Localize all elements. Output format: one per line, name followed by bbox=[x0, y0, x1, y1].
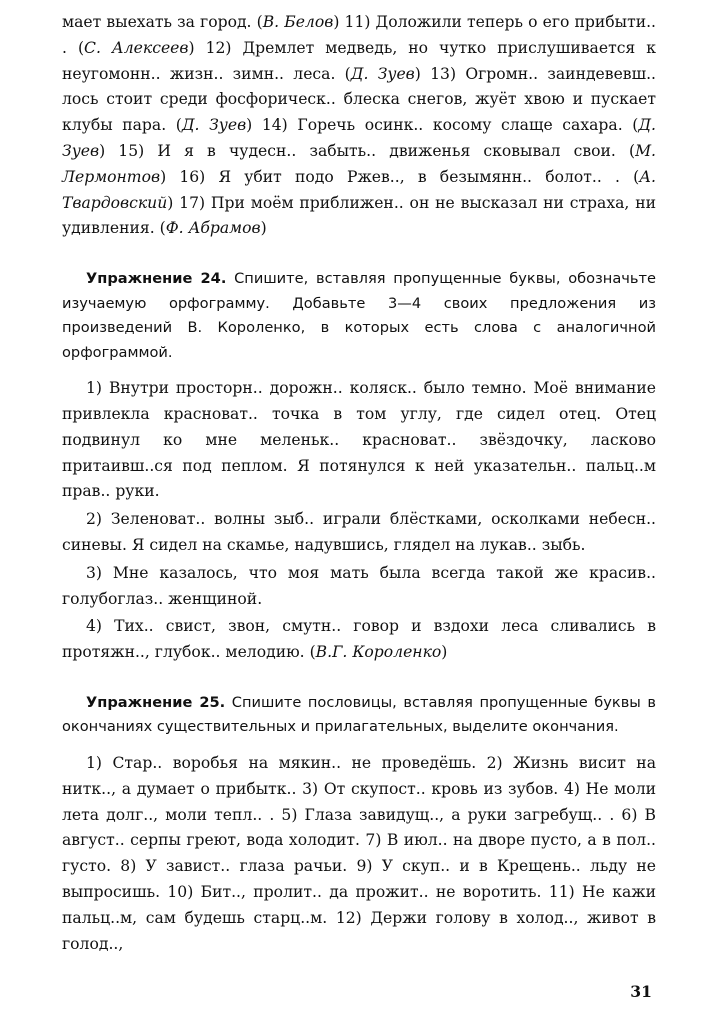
exercise-25-proverbs: 1) Стар.. воробья на мякин.. не проведёшь. 2) Жизнь висит на нитк.., а думает о прибытк.. 3) От скупост.. кровь из зубов. 4) Не моли лета долг.., моли тепл.. . 5) Глаза завидущ.., а руки загребущ.. . 6) В август.. серпы греют, вода холодит. 7) В июл.. на дворе пусто, а в пол.. густо. 8) У завист.. глаза рачьи. 9) У скуп.. и в Крещень.. льду не выпросишь. 10) Бит.., пролит.. да прожит.. не воротить. 11) Не кажи пальц..м, сам будешь старц..м. 12) Держи голову в холод.., живот в голод.., bbox=[62, 753, 656, 953]
author-citation: Д. Зуев bbox=[181, 116, 247, 135]
exercise-24-item-2: 2) Зеленоват.. волны зыб.. играли блёстками, осколками небесн.. синевы. Я сидел на скамье, надувшись, глядел на лукав.. зыбь. bbox=[62, 510, 656, 554]
exercise-24-heading bbox=[62, 267, 656, 365]
exercise-24-label: Упражнение 24. bbox=[86, 270, 227, 288]
author-citation: Д. Зуев bbox=[62, 116, 656, 160]
author-citation: А. Твардовский bbox=[62, 167, 656, 212]
exercise-25-instruction: Спишите пословицы, вставляя пропущенные буквы в окончаниях существительных и прилагательных, выделите окончания. bbox=[62, 693, 656, 736]
exercise-25-label: Упражнение 25. bbox=[86, 693, 226, 711]
exercise-24-item-4: 4) Тих.. свист, звон, смутн.. говор и вздохи леса сливались в протяжн.., глубок.. мелодию. (В.Г. Короленко) bbox=[62, 617, 656, 662]
exercise-24-body bbox=[62, 376, 656, 666]
author-citation: Ф. Абрамов bbox=[165, 219, 261, 238]
author-citation: В.Г. Короленко bbox=[315, 643, 442, 662]
page-number: 31 bbox=[630, 982, 652, 1001]
author-citation: С. Алексеев bbox=[84, 38, 189, 57]
textbook-page bbox=[62, 10, 656, 957]
exercise-25-heading bbox=[62, 691, 656, 740]
exercise-24-item-3: 3) Мне казалось, что моя мать была всегда такой же красив.. голубоглаз.. женщиной. bbox=[62, 563, 656, 608]
author-citation: М. Лермонтов bbox=[62, 141, 656, 186]
exercise-24-item-1: 1) Внутри просторн.. дорожн.. коляск.. было темно. Моё внимание привлекла красноват.. точка в том углу, где сидел отец. Отец подвинул ко мне меленьк.. красноват.. звёздочку, ласково притаивш..ся под пеплом. Я потянулся к ней указательн.. пальц..м прав.. руки. bbox=[62, 379, 656, 501]
author-citation: Д. Зуев bbox=[350, 64, 415, 83]
author-citation: В. Белов bbox=[262, 13, 334, 31]
exercise-23-continuation: мает выехать за город. (В. Белов) 11) Доложили теперь о его прибыти.. . (С. Алексеев) 12) Дремлет медведь, но чутко прислушивается к неугомонн.. жизн.. зимн.. леса. (Д. Зуев) 13) Огромн.. заиндевевш.. лось стоит среди фосфорическ.. блеска снегов, жуёт хвою и пускает клубы пара. (Д. Зуев) 14) Горечь осинк.. косому слаще сахара. (Д. Зуев) 15) И я в чудесн.. забыть.. движенья сковывал свои. (М. Лермонтов) 16) Я убит подо Ржев.., в безымянн.. болот.. . (А. Твардовский) 17) При моём приближен.. он не высказал ни страха, ни удивления. (Ф. Абрамов) bbox=[62, 13, 657, 238]
exercise-24-instruction: Спишите, вставляя пропущенные буквы, обозначьте изучаемую орфограмму. Добавьте 3—4 своих предложения из произведений В. Короленко, в которых есть слова с аналогичной орфограммой. bbox=[62, 270, 656, 361]
